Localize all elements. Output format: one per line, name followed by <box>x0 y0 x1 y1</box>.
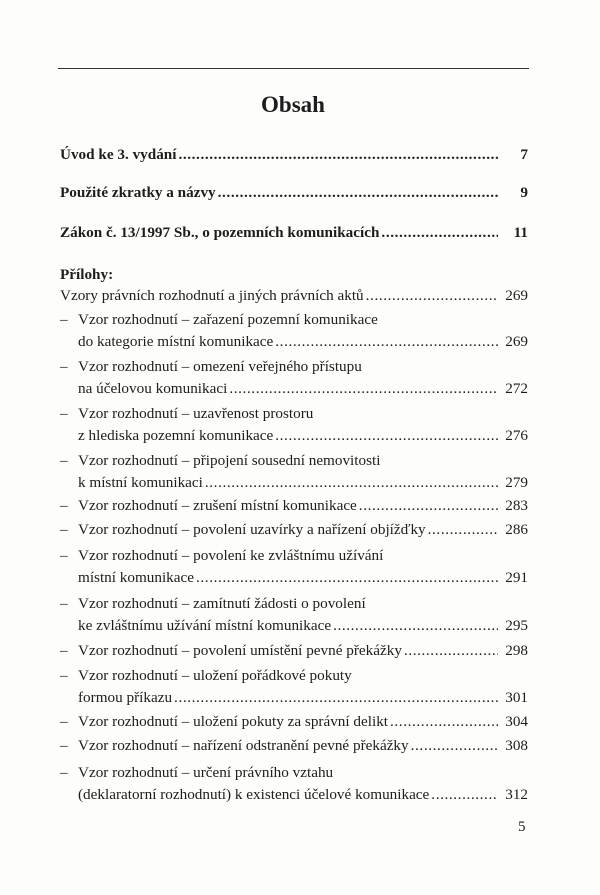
toc-entry-page: 7 <box>520 146 528 163</box>
dash-bullet: – <box>60 642 68 659</box>
dash-bullet: – <box>60 521 68 538</box>
toc-entry-label: Vzor rozhodnutí – zrušení místní komunikace <box>78 497 357 514</box>
toc-entry-page: 298 <box>505 642 528 659</box>
toc-entry-label: Vzor rozhodnutí – nařízení odstranění pevné překážky <box>78 737 409 754</box>
toc-entry-page: 9 <box>520 184 528 201</box>
toc-entry-label: Úvod ke 3. vydání <box>60 146 177 163</box>
toc-entry[interactable] <box>60 762 528 806</box>
dash-bullet: – <box>60 667 68 684</box>
toc-entry[interactable] <box>60 545 528 589</box>
dot-leader <box>275 425 498 447</box>
toc-entry-page: 291 <box>505 569 528 586</box>
toc-entry-label: Vzor rozhodnutí – povolení uzavírky a nařízení objížďky <box>78 521 426 538</box>
dash-bullet: – <box>60 737 68 754</box>
toc-entry[interactable] <box>60 144 528 166</box>
toc-entry[interactable] <box>60 403 528 447</box>
toc-entry-label: Zákon č. 13/1997 Sb., o pozemních komunikacích <box>60 224 380 241</box>
toc-entry-label: Vzor rozhodnutí – zamítnutí žádosti o povolení <box>78 595 366 612</box>
page-title: Obsah <box>261 92 325 117</box>
toc-entry-page: 312 <box>505 786 528 803</box>
toc-entry-label: na účelovou komunikaci <box>78 380 228 397</box>
dash-bullet: – <box>60 358 68 375</box>
toc-entry-page: 269 <box>505 287 528 304</box>
appendix-heading: Přílohy: <box>60 266 114 283</box>
toc-entry-label: Vzory právních rozhodnutí a jiných právních aktů <box>60 287 364 304</box>
toc-entry[interactable] <box>60 356 528 400</box>
dot-leader <box>196 567 498 589</box>
toc-entry[interactable] <box>60 495 528 517</box>
toc-entry-page: 279 <box>505 474 528 491</box>
toc-entry[interactable] <box>60 309 528 353</box>
toc-entry[interactable] <box>60 640 528 662</box>
toc-entry-page: 286 <box>505 521 528 538</box>
toc-entry-page: 276 <box>505 427 528 444</box>
toc-entry-page: 304 <box>505 713 528 730</box>
dot-leader <box>366 285 498 307</box>
dash-bullet: – <box>60 497 68 514</box>
toc-entry-label: ke zvláštnímu užívání místní komunikace <box>78 617 332 634</box>
dash-bullet: – <box>60 405 68 422</box>
toc-entry[interactable] <box>60 182 528 204</box>
toc-entry-label: Vzor rozhodnutí – uložení pořádkové pokuty <box>78 667 352 684</box>
page-number: 5 <box>518 819 526 835</box>
dot-leader <box>390 711 498 733</box>
dot-leader <box>174 687 498 709</box>
toc-entry-label: Vzor rozhodnutí – omezení veřejného přístupu <box>78 358 362 375</box>
toc-entry-page: 272 <box>505 380 528 397</box>
dot-leader <box>404 640 498 662</box>
dash-bullet: – <box>60 595 68 612</box>
dot-leader <box>275 331 498 353</box>
dot-leader <box>431 784 498 806</box>
dot-leader <box>381 222 498 244</box>
toc-entry-page: 269 <box>505 333 528 350</box>
toc-entry-page: 295 <box>505 617 528 634</box>
toc-entry-page: 11 <box>513 224 528 241</box>
toc-entry-label: (deklaratorní rozhodnutí) k existenci účelové komunikace <box>78 786 430 803</box>
toc-entry-label: formou příkazu <box>78 689 173 706</box>
dot-leader <box>178 144 498 166</box>
toc-entry[interactable] <box>60 593 528 637</box>
toc-entry-label: místní komunikace <box>78 569 194 586</box>
toc-entry[interactable] <box>60 665 528 709</box>
toc-entry-label: do kategorie místní komunikace <box>78 333 274 350</box>
dash-bullet: – <box>60 713 68 730</box>
toc-entry-label: Vzor rozhodnutí – zařazení pozemní komunikace <box>78 311 378 328</box>
toc-entry-label: Vzor rozhodnutí – určení právního vztahu <box>78 764 334 781</box>
dash-bullet: – <box>60 547 68 564</box>
dot-leader <box>229 378 498 400</box>
toc-entry-label: Vzor rozhodnutí – uložení pokuty za správní delikt <box>78 713 389 730</box>
toc-entry-label: Vzor rozhodnutí – uzavřenost prostoru <box>78 405 314 422</box>
dot-leader <box>428 519 498 541</box>
toc-entry-page: 301 <box>505 689 528 706</box>
toc-entry[interactable] <box>60 735 528 757</box>
dot-leader <box>218 182 498 204</box>
toc-entry-page: 283 <box>505 497 528 514</box>
dash-bullet: – <box>60 311 68 328</box>
toc-entry[interactable] <box>60 519 528 541</box>
toc-entry-label: Použité zkratky a názvy <box>60 184 216 201</box>
toc-entry-label: Vzor rozhodnutí – povolení umístění pevné překážky <box>78 642 402 659</box>
dot-leader <box>359 495 498 517</box>
dash-bullet: – <box>60 764 68 781</box>
header-rule <box>58 68 529 69</box>
toc-entry[interactable] <box>60 222 528 244</box>
toc-entry[interactable] <box>60 285 528 307</box>
toc-entry-label: z hlediska pozemní komunikace <box>78 427 274 444</box>
toc-entry-label: k místní komunikaci <box>78 474 203 491</box>
toc-entry-label: Vzor rozhodnutí – připojení sousední nemovitosti <box>78 452 381 469</box>
dot-leader <box>333 615 498 637</box>
dot-leader <box>411 735 498 757</box>
toc-entry[interactable] <box>60 450 528 494</box>
toc-entry[interactable] <box>60 711 528 733</box>
toc-entry-label: Vzor rozhodnutí – povolení ke zvláštnímu užívání <box>78 547 384 564</box>
dash-bullet: – <box>60 452 68 469</box>
dot-leader <box>205 472 498 494</box>
toc-entry-page: 308 <box>505 737 528 754</box>
